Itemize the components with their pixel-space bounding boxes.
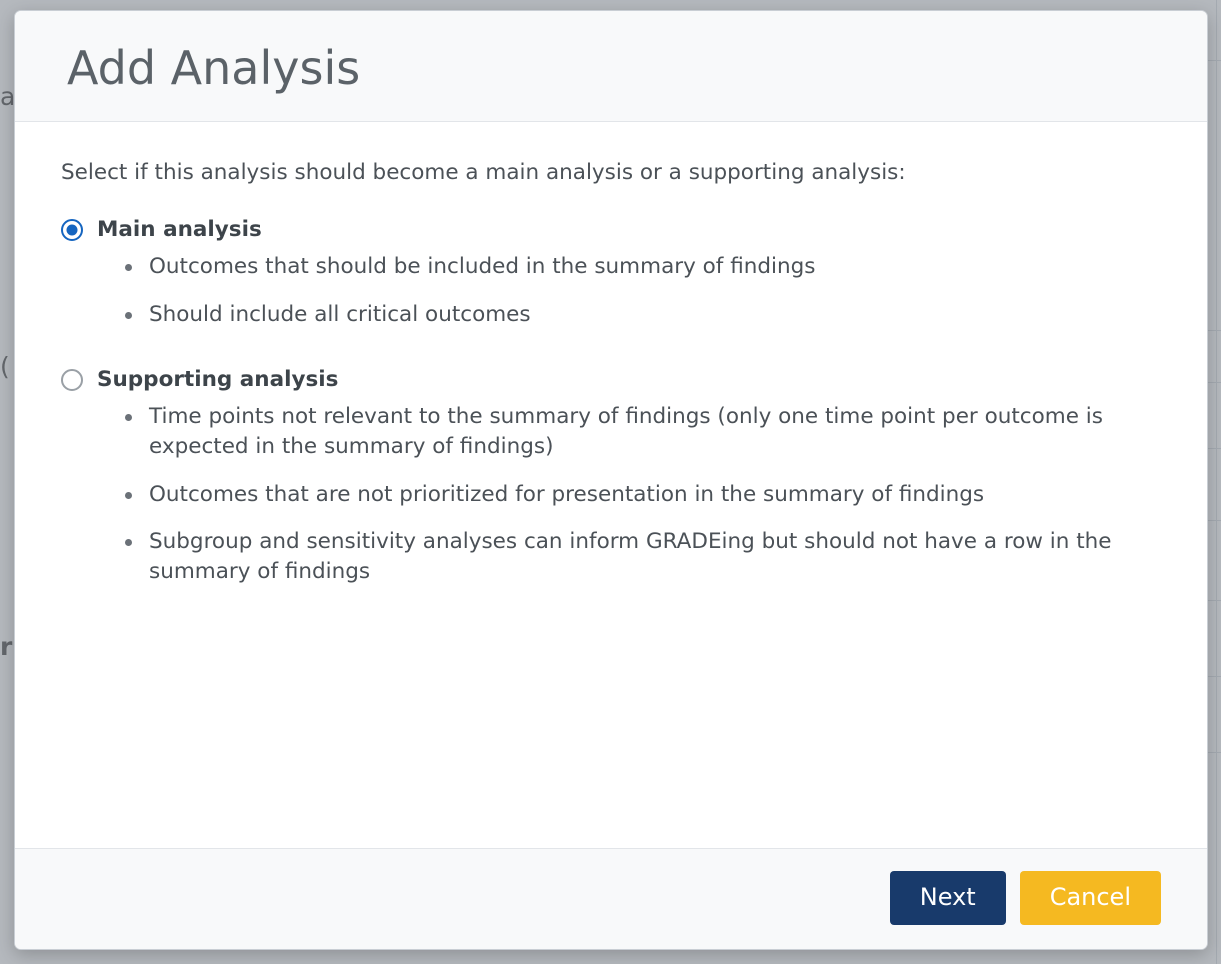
page-title: Add Analysis — [67, 41, 361, 95]
list-item: Outcomes that are not prioritized for presentation in the summary of findings — [121, 480, 1161, 510]
add-analysis-dialog — [14, 10, 1208, 950]
radio-supporting-analysis[interactable] — [61, 369, 83, 391]
option-supporting-analysis-bullets — [61, 402, 1161, 586]
cancel-button[interactable]: Cancel — [1020, 871, 1161, 925]
list-item: Subgroup and sensitivity analyses can inform GRADEing but should not have a row in the summary of findings — [121, 527, 1161, 586]
radio-main-analysis[interactable] — [61, 219, 83, 241]
option-supporting-analysis[interactable] — [61, 367, 1161, 586]
list-item: Outcomes that should be included in the summary of findings — [121, 252, 1161, 282]
option-main-analysis[interactable] — [61, 217, 1161, 329]
next-button[interactable]: Next — [890, 871, 1006, 925]
list-item: Time points not relevant to the summary of findings (only one time point per outcome is expected in the summary of findings) — [121, 402, 1161, 461]
option-supporting-analysis-label: Supporting analysis — [97, 367, 339, 393]
instruction-text: Select if this analysis should become a main analysis or a supporting analysis: — [61, 160, 906, 185]
dialog-body — [15, 122, 1207, 848]
option-main-analysis-bullets — [61, 252, 1161, 329]
option-main-analysis-header[interactable] — [61, 217, 1161, 242]
list-item: Should include all critical outcomes — [121, 300, 1161, 330]
option-supporting-analysis-header[interactable] — [61, 367, 1161, 392]
dialog-header — [15, 11, 1207, 122]
dialog-footer — [15, 848, 1207, 949]
option-main-analysis-label: Main analysis — [97, 217, 262, 242]
